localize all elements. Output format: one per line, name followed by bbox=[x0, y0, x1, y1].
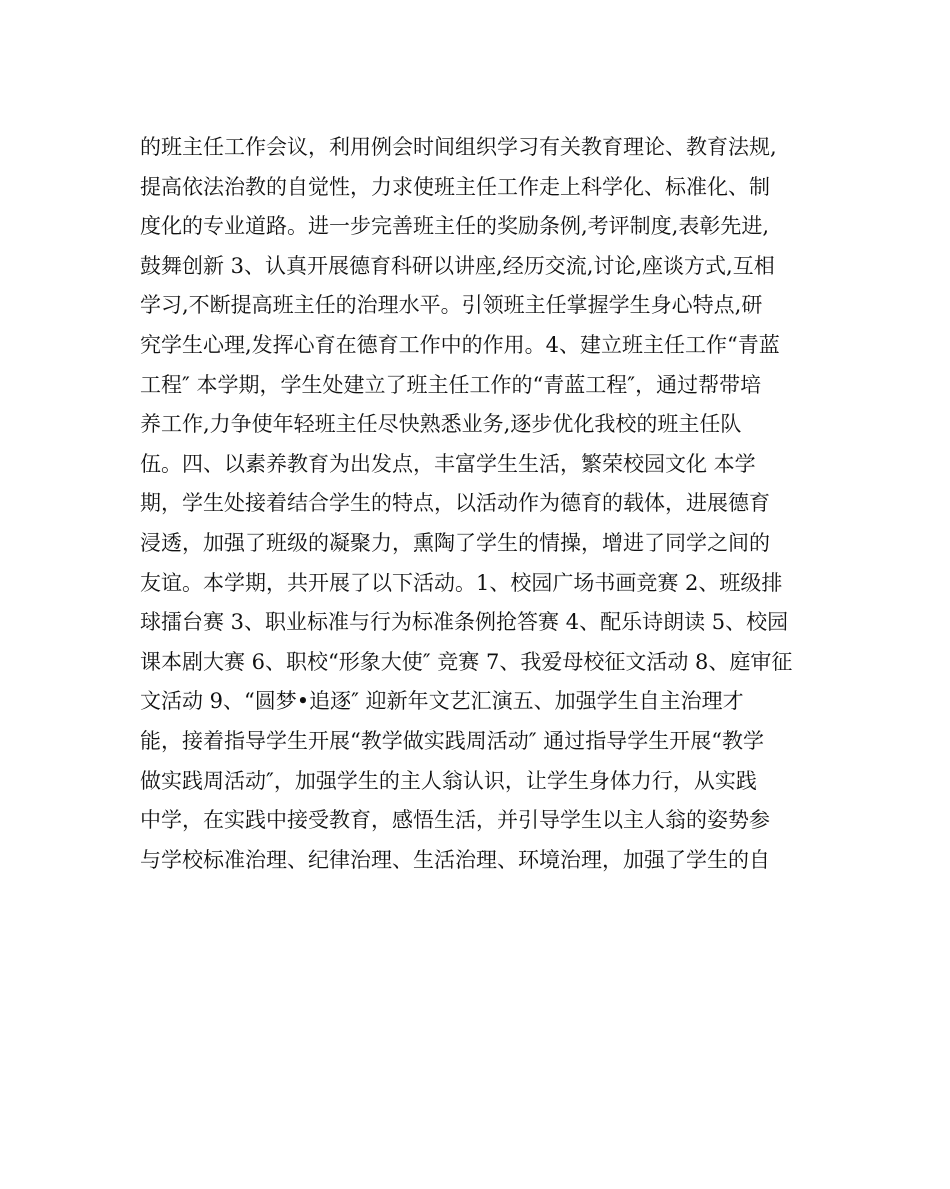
text-line: 提高依法治教的自觉性，力求使班主任工作走上科学化、标准化、制 bbox=[140, 174, 770, 199]
text-line: 的班主任工作会议，利用例会时间组织学习有关教育理论、教育法规, bbox=[140, 135, 777, 159]
text-line: 中学，在实践中接受教育，感悟生活，并引导学生以主人翁的姿势参 bbox=[140, 808, 770, 833]
text-line: 鼓舞创新 3、认真开展德育科研以讲座,经历交流,讨论,座谈方式,互相 bbox=[140, 253, 775, 278]
text-line: 与学校标准治理、纪律治理、生活治理、环境治理，加强了学生的自 bbox=[140, 847, 770, 872]
text-line: 期，学生处接着结合学生的特点，以活动作为德育的载体，进展德育 bbox=[140, 491, 770, 516]
text-line: 学习,不断提高班主任的治理水平。引领班主任掌握学生身心特点,研 bbox=[140, 293, 763, 318]
body-text bbox=[140, 128, 820, 880]
text-line: 浸透，加强了班级的凝聚力，熏陶了学生的情操，增进了同学之间的 bbox=[140, 530, 770, 555]
text-line: 球擂台赛 3、职业标准与行为标准条例抢答赛 4、配乐诗朗读 5、校园 bbox=[140, 610, 789, 635]
text-line: 文活动 9、“圆梦•追逐″ 迎新年文艺汇演五、加强学生自主治理才 bbox=[140, 689, 744, 714]
text-line: 工程″ 本学期，学生处建立了班主任工作的“青蓝工程″，通过帮带培 bbox=[140, 372, 762, 397]
text-line: 友谊。本学期，共开展了以下活动。1、校园广场书画竞赛 2、班级排 bbox=[140, 570, 783, 595]
text-line: 度化的专业道路。进一步完善班主任的奖励条例,考评制度,表彰先进, bbox=[140, 214, 770, 239]
text-line: 做实践周活动″，加强学生的主人翁认识，让学生身体力行，从实践 bbox=[140, 768, 757, 793]
text-line: 养工作,力争使年轻班主任尽快熟悉业务,逐步优化我校的班主任队 bbox=[140, 412, 742, 437]
text-line: 课本剧大赛 6、职校“形象大使″ 竞赛 7、我爱母校征文活动 8、庭审征 bbox=[140, 649, 793, 674]
text-line: 能，接着指导学生开展“教学做实践周活动″ 通过指导学生开展“教学 bbox=[140, 728, 764, 753]
text-line: 究学生心理,发挥心育在德育工作中的作用。4、建立班主任工作“青蓝 bbox=[140, 332, 780, 357]
text-line: 伍。四、以素养教育为出发点，丰富学生生活，繁荣校园文化 本学 bbox=[140, 451, 756, 476]
